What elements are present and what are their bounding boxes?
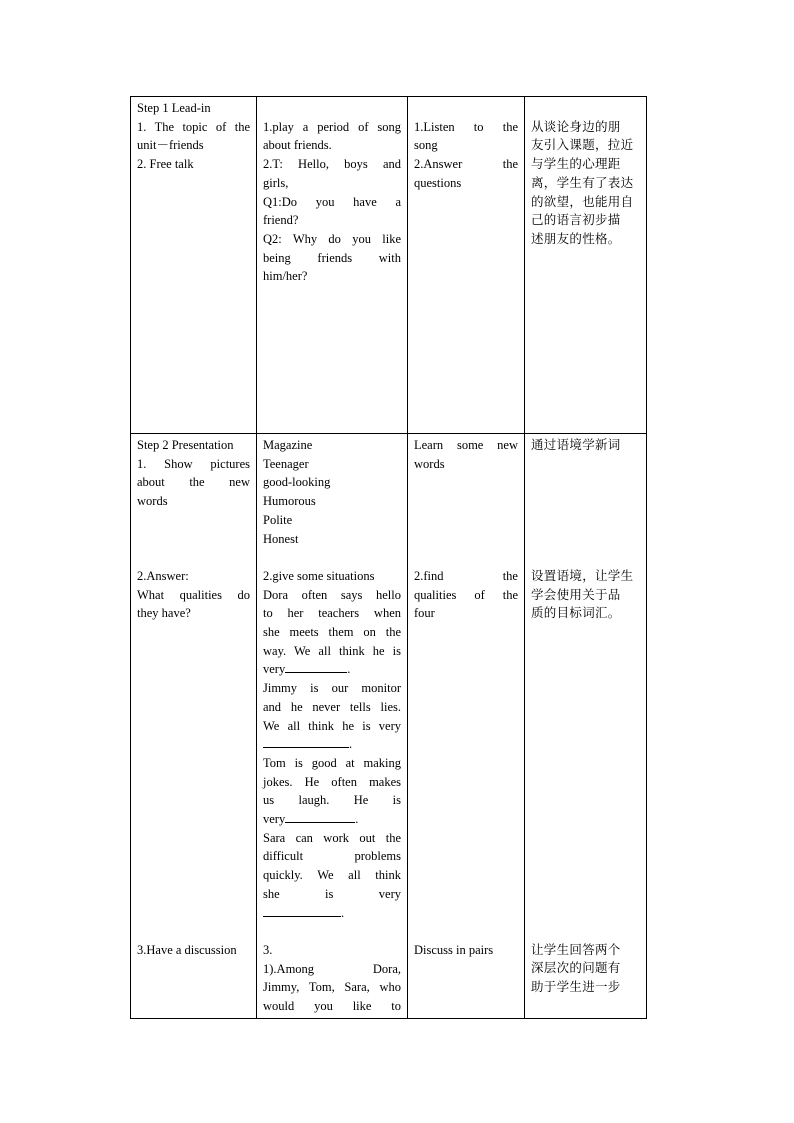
text-line: 深层次的问题有 — [531, 960, 621, 976]
text-line: 己的语言初步描 — [531, 212, 621, 228]
text-line: way. We all think he is — [263, 643, 401, 658]
text-line: song — [414, 138, 438, 153]
text-line: words — [137, 494, 168, 509]
text-line: 2.T: Hello, boys and — [263, 157, 401, 172]
text-line: We all think he is very — [263, 718, 401, 733]
text-line: she meets them on the — [263, 625, 401, 640]
lesson-plan-table — [130, 96, 647, 1019]
text-line: 2.find the — [414, 568, 518, 583]
text-line: us laugh. He is — [263, 793, 401, 808]
text-line: would you like to — [263, 999, 401, 1014]
text-line: . — [263, 735, 401, 754]
text-line: four — [414, 606, 435, 621]
text-line: 1.Listen to the — [414, 119, 518, 134]
text-line: about friends. — [263, 138, 332, 153]
student-activity-cell — [408, 97, 525, 434]
step-cell — [131, 434, 257, 1019]
text-line: 设置语境，让学生 — [531, 567, 634, 583]
text-line: questions — [414, 175, 462, 190]
text-line: qualities of the — [414, 587, 518, 602]
text-line: 让学生回答两个 — [531, 941, 621, 957]
text-line: 学会使用关于品 — [531, 586, 621, 602]
text-line: 的欲望，也能用自 — [531, 193, 634, 209]
word-item: Teenager — [263, 456, 309, 471]
text-line: words — [414, 456, 445, 471]
text-line: very . — [263, 812, 359, 827]
fill-blank — [285, 810, 355, 823]
text-line: 1).Among Dora, — [263, 961, 401, 976]
text-line: Learn some new — [414, 438, 518, 452]
step-title: Step 2 Presentation — [137, 438, 234, 452]
text-line: Q2: Why do you like — [263, 231, 401, 246]
text-line: 1.play a period of song — [263, 119, 401, 134]
text-line: 1. Show pictures — [137, 456, 250, 471]
text-line: being friends with — [263, 250, 401, 265]
text-line: What qualities do — [137, 587, 250, 602]
text-line: 与学生的心理距 — [531, 156, 621, 172]
step-cell — [131, 97, 257, 434]
table-row — [131, 97, 647, 434]
text-line: they have? — [137, 606, 191, 621]
text-line: 友引入课题，拉近 — [531, 137, 634, 153]
text-line: jokes. He often makes — [263, 774, 401, 789]
fill-blank — [263, 735, 349, 748]
text-line: and he never tells lies. — [263, 699, 401, 714]
text-line: 通过语境学新词 — [531, 437, 621, 452]
text-line: 1. The topic of the — [137, 119, 250, 134]
text-line: Q1:Do you have a — [263, 194, 401, 209]
text-line: . — [263, 904, 401, 923]
table-row — [131, 434, 647, 1019]
text-line: very . — [263, 662, 351, 677]
text-line: 2.Answer: — [137, 568, 189, 583]
text-line: 助于学生进一步 — [531, 979, 621, 995]
text-line: about the new — [137, 475, 250, 490]
text-line: 2. Free talk — [137, 157, 194, 172]
text-line: she is very — [263, 886, 401, 901]
text-line: him/her? — [263, 269, 308, 284]
word-item: Honest — [263, 531, 299, 546]
text-line: 2.give some situations — [263, 568, 375, 583]
word-item: good-looking — [263, 475, 331, 490]
teacher-activity-cell — [257, 434, 408, 1019]
text-line: quickly. We all think — [263, 868, 401, 883]
word-item: Magazine — [263, 438, 313, 452]
fill-blank — [285, 660, 347, 673]
word-item: Humorous — [263, 494, 316, 509]
text-line: Discuss in pairs — [414, 942, 494, 957]
text-line: girls, — [263, 175, 289, 190]
text-line: 2.Answer the — [414, 157, 518, 172]
fill-blank — [263, 904, 341, 917]
teacher-activity-cell — [257, 97, 408, 434]
text-line: Jimmy is our monitor — [263, 681, 401, 696]
text-line: 3. — [263, 942, 273, 957]
text-line: 3.Have a discussion — [137, 942, 237, 957]
text-line: Tom is good at making — [263, 755, 401, 770]
text-line: to her teachers when — [263, 606, 401, 621]
text-line: Jimmy, Tom, Sara, who — [263, 980, 401, 995]
text-line: 从谈论身边的朋 — [531, 118, 621, 134]
text-line: Sara can work out the — [263, 830, 401, 845]
word-item: Polite — [263, 512, 293, 527]
text-line: unit－friends — [137, 138, 204, 153]
text-line: 质的目标词汇。 — [531, 605, 621, 621]
purpose-cell — [525, 434, 647, 1019]
text-line: 述朋友的性格。 — [531, 230, 621, 246]
student-activity-cell — [408, 434, 525, 1019]
text-line: friend? — [263, 213, 299, 228]
text-line: Dora often says hello — [263, 587, 401, 602]
text-line: difficult problems — [263, 849, 401, 864]
text-line: 离，学生有了表达 — [531, 174, 634, 190]
purpose-cell — [525, 97, 647, 434]
step-title: Step 1 Lead-in — [137, 101, 211, 115]
